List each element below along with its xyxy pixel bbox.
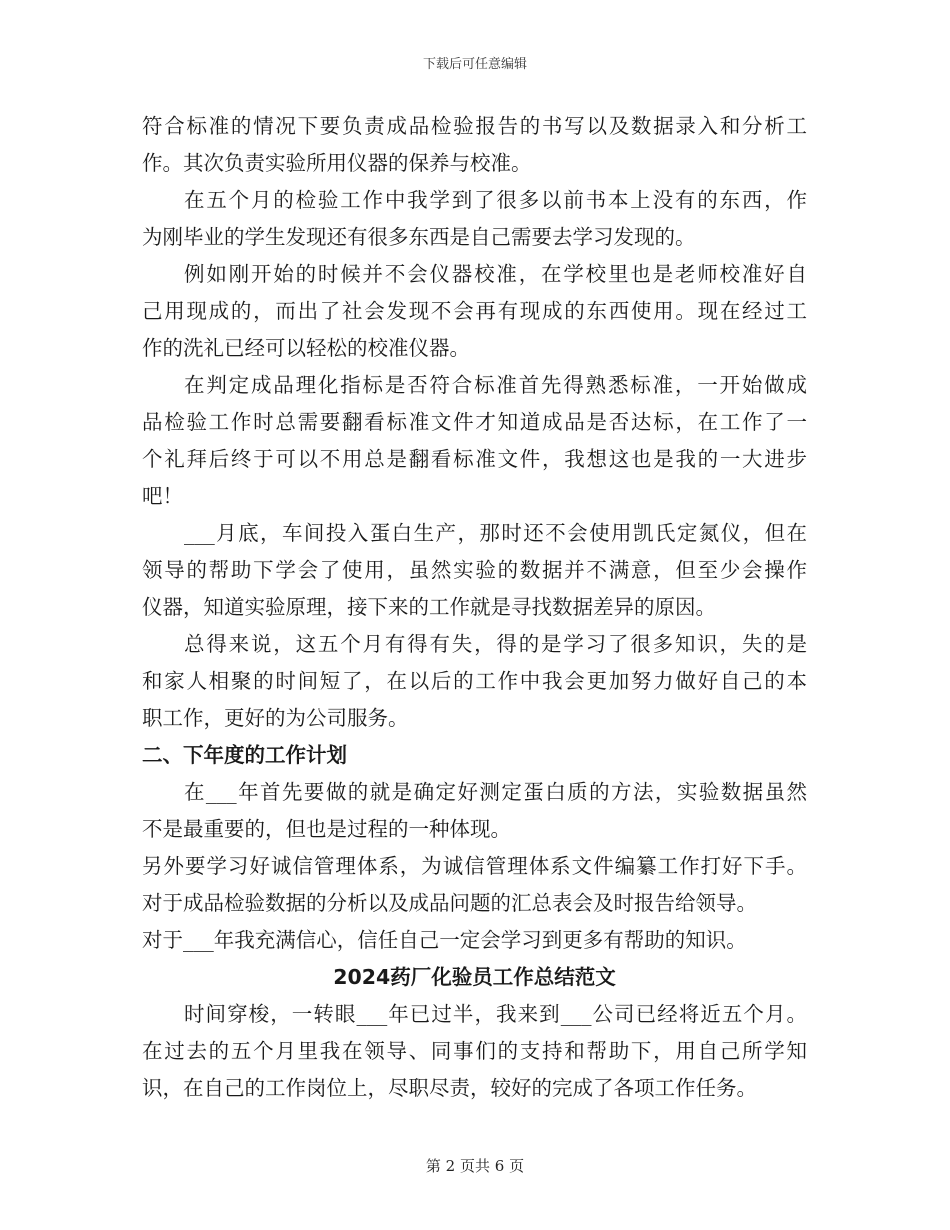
document-body xyxy=(142,108,807,1107)
paragraph-line: 个礼拜后终于可以不用总是翻看标准文件，我想这也是我的一大进步 xyxy=(142,447,807,471)
paragraph-line: 总得来说，这五个月有得有失，得的是学习了很多知识，失的是 xyxy=(184,632,807,656)
page-header: 下载后可任意编辑 xyxy=(422,57,527,72)
paragraph-line: 时间穿梭，一转眼___年已过半，我来到___公司已经将近五个月。 xyxy=(184,1002,807,1026)
paragraph-line: 仪器，知道实验原理，接下来的工作就是寻找数据差异的原因。 xyxy=(142,595,716,619)
article-title: 2024药厂化验员工作总结范文 xyxy=(333,965,616,989)
paragraph-line: 符合标准的情况下要负责成品检验报告的书写以及数据录入和分析工 xyxy=(142,114,807,138)
paragraph-line: 职工作，更好的为公司服务。 xyxy=(142,706,409,730)
paragraph-line: 在___年首先要做的就是确定好测定蛋白质的方法，实验数据虽然 xyxy=(184,780,807,804)
paragraph-line: 对于成品检验数据的分析以及成品问题的汇总表会及时报告给领导。 xyxy=(142,891,757,915)
paragraph-line: 为刚毕业的学生发现还有很多东西是自己需要去学习发现的。 xyxy=(142,225,696,249)
section-heading: 二、下年度的工作计划 xyxy=(142,743,347,767)
paragraph-line: 在判定成品理化指标是否符合标准首先得熟悉标准，一开始做成 xyxy=(184,373,807,397)
paragraph-line: 己用现成的，而出了社会发现不会再有现成的东西使用。现在经过工 xyxy=(142,299,807,323)
page-footer: 第 2 页共 6 页 xyxy=(425,1157,525,1175)
paragraph-line: 不是最重要的，但也是过程的一种体现。 xyxy=(142,817,511,841)
paragraph-line: 作的洗礼已经可以轻松的校准仪器。 xyxy=(142,336,470,360)
paragraph-line: 和家人相聚的时间短了，在以后的工作中我会更加努力做好自己的本 xyxy=(142,669,807,693)
paragraph-line: 在五个月的检验工作中我学到了很多以前书本上没有的东西，作 xyxy=(184,188,807,212)
paragraph-line: 品检验工作时总需要翻看标准文件才知道成品是否达标，在工作了一 xyxy=(142,410,807,434)
paragraph-line: 例如刚开始的时候并不会仪器校准，在学校里也是老师校准好自 xyxy=(184,262,807,286)
paragraph-line: 另外要学习好诚信管理体系，为诚信管理体系文件编纂工作打好下手。 xyxy=(142,854,807,878)
paragraph-line: 作。其次负责实验所用仪器的保养与校准。 xyxy=(142,151,532,175)
paragraph-line: 识，在自己的工作岗位上，尽职尽责，较好的完成了各项工作任务。 xyxy=(142,1076,757,1100)
paragraph-line: 在过去的五个月里我在领导、同事们的支持和帮助下，用自己所学知 xyxy=(142,1039,807,1063)
paragraph-line: 领导的帮助下学会了使用，虽然实验的数据并不满意，但至少会操作 xyxy=(142,558,807,582)
paragraph-line: 吧！ xyxy=(142,484,183,508)
paragraph-line: ___月底，车间投入蛋白生产，那时还不会使用凯氏定氮仪，但在 xyxy=(184,521,807,545)
paragraph-line: 对于___年我充满信心，信任自己一定会学习到更多有帮助的知识。 xyxy=(142,928,747,952)
